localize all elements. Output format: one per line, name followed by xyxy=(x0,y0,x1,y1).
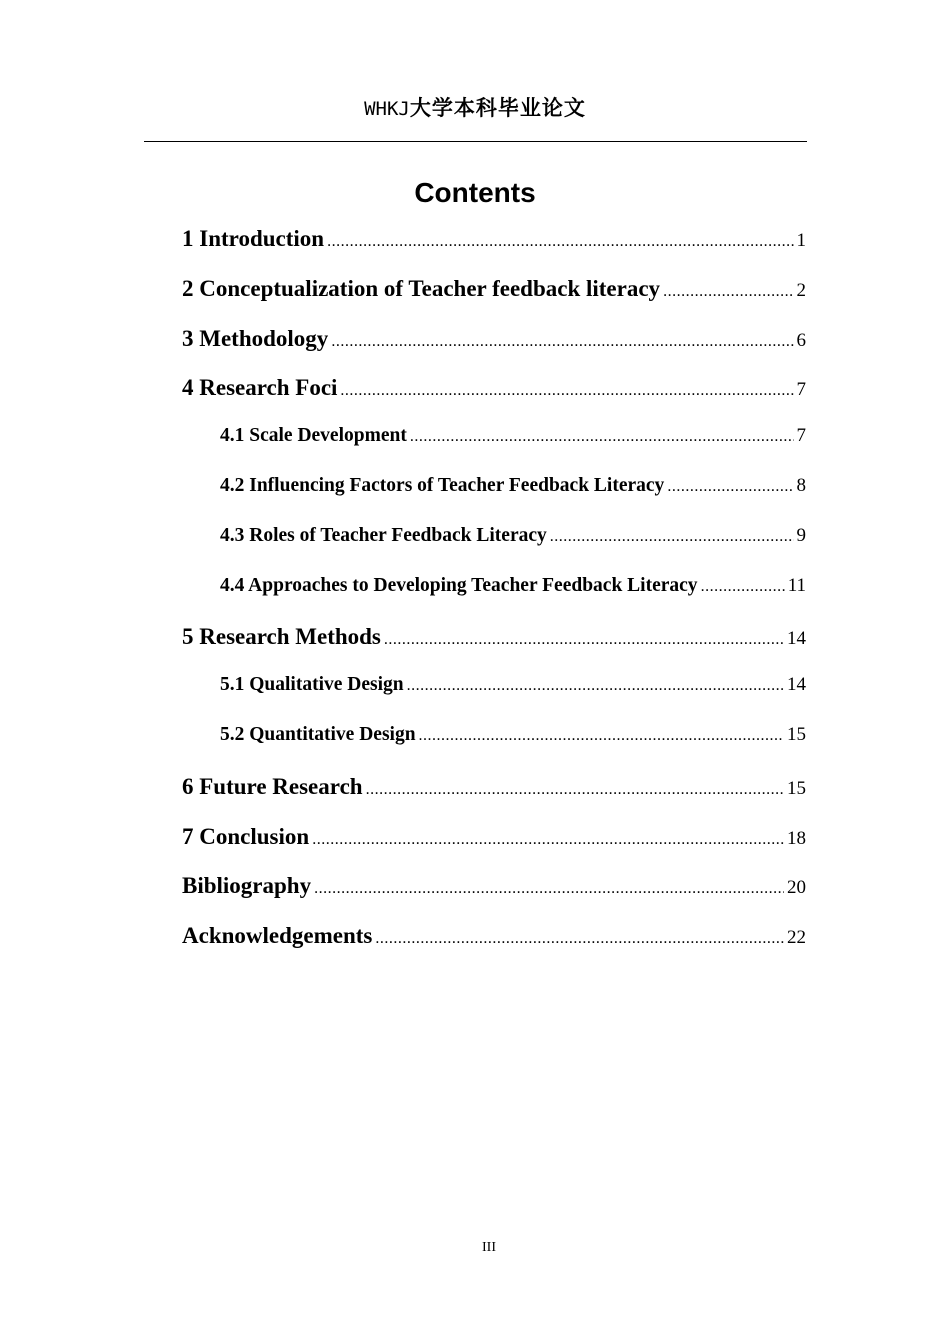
toc-dot-leader xyxy=(667,478,793,496)
toc-entry[interactable] xyxy=(182,567,806,617)
toc-entry-label: Acknowledgements xyxy=(182,923,373,949)
toc-entry-label: 4.4 Approaches to Developing Teacher Feedback Literacy xyxy=(220,574,698,596)
toc-dot-leader xyxy=(314,880,784,898)
toc-entry-page: 15 xyxy=(787,723,806,745)
toc-entry-page: 7 xyxy=(796,379,806,401)
toc-entry-page: 14 xyxy=(787,628,806,650)
toc-dot-leader xyxy=(407,677,784,695)
toc-entry-page: 20 xyxy=(787,877,806,899)
toc-dot-leader xyxy=(384,631,784,649)
toc-entry-label: 5 Research Methods xyxy=(182,624,381,650)
toc-entry-label: 5.1 Qualitative Design xyxy=(220,674,404,696)
toc-entry[interactable] xyxy=(182,417,806,467)
toc-entry-page: 15 xyxy=(787,777,806,799)
toc-dot-leader xyxy=(663,283,793,301)
toc-entry[interactable] xyxy=(182,318,806,368)
toc-entry-page: 6 xyxy=(796,329,806,351)
toc-entry-page: 18 xyxy=(787,827,806,849)
toc-entry-page: 1 xyxy=(796,230,806,251)
toc-dot-leader xyxy=(327,233,793,251)
toc-entry-page: 14 xyxy=(787,674,806,696)
toc-entry-label: 1 Introduction xyxy=(182,226,325,251)
toc-entry-page: 8 xyxy=(796,474,806,496)
toc-dot-leader xyxy=(410,428,794,446)
toc-dot-leader xyxy=(331,333,793,351)
toc-entry[interactable] xyxy=(182,367,806,417)
toc-entry[interactable] xyxy=(182,517,806,567)
header-latin-text: WHKJ xyxy=(364,98,410,120)
toc-entry-label: 6 Future Research xyxy=(182,773,363,799)
toc-entry-label: 5.2 Quantitative Design xyxy=(220,723,416,745)
toc-dot-leader xyxy=(340,382,793,400)
toc-entry-label: 7 Conclusion xyxy=(182,823,310,849)
toc-dot-leader xyxy=(419,727,784,745)
page-number: III xyxy=(482,1240,496,1255)
toc-entry[interactable] xyxy=(182,716,806,766)
toc-dot-leader xyxy=(550,528,794,546)
toc-entry[interactable] xyxy=(182,467,806,517)
toc-entry[interactable] xyxy=(182,616,806,666)
toc-entry-label: 2 Conceptualization of Teacher feedback literacy xyxy=(182,275,661,301)
toc-dot-leader xyxy=(375,930,784,948)
toc-dot-leader xyxy=(312,831,784,849)
toc-entry-page: 9 xyxy=(796,524,806,546)
toc-entry[interactable] xyxy=(182,865,806,915)
toc-entry[interactable] xyxy=(182,766,806,816)
toc-dot-leader xyxy=(701,578,785,596)
toc-entry[interactable] xyxy=(182,816,806,866)
toc-entry-label: 4.2 Influencing Factors of Teacher Feedback Literacy xyxy=(220,474,665,496)
toc-entry-label: 4.1 Scale Development xyxy=(220,425,407,447)
toc-entry-label: 4 Research Foci xyxy=(182,375,338,401)
toc-entry-page: 7 xyxy=(796,425,806,447)
toc-entry-page: 22 xyxy=(787,927,806,949)
header-rule xyxy=(144,141,807,142)
header-cjk-text: 大学本科毕业论文 xyxy=(409,96,586,120)
toc-entry[interactable] xyxy=(182,268,806,318)
toc-entry-page: 2 xyxy=(796,279,806,301)
toc-entry[interactable] xyxy=(182,915,806,965)
toc-dot-leader xyxy=(366,781,784,799)
table-of-contents xyxy=(182,218,806,965)
toc-entry-label: 4.3 Roles of Teacher Feedback Literacy xyxy=(220,524,547,546)
toc-entry[interactable] xyxy=(182,218,806,268)
toc-title: Contents xyxy=(414,177,536,208)
toc-entry-label: Bibliography xyxy=(182,873,312,899)
toc-entry[interactable] xyxy=(182,666,806,716)
running-header xyxy=(0,94,950,123)
toc-entry-label: 3 Methodology xyxy=(182,325,329,351)
toc-entry-page: 11 xyxy=(787,574,806,596)
